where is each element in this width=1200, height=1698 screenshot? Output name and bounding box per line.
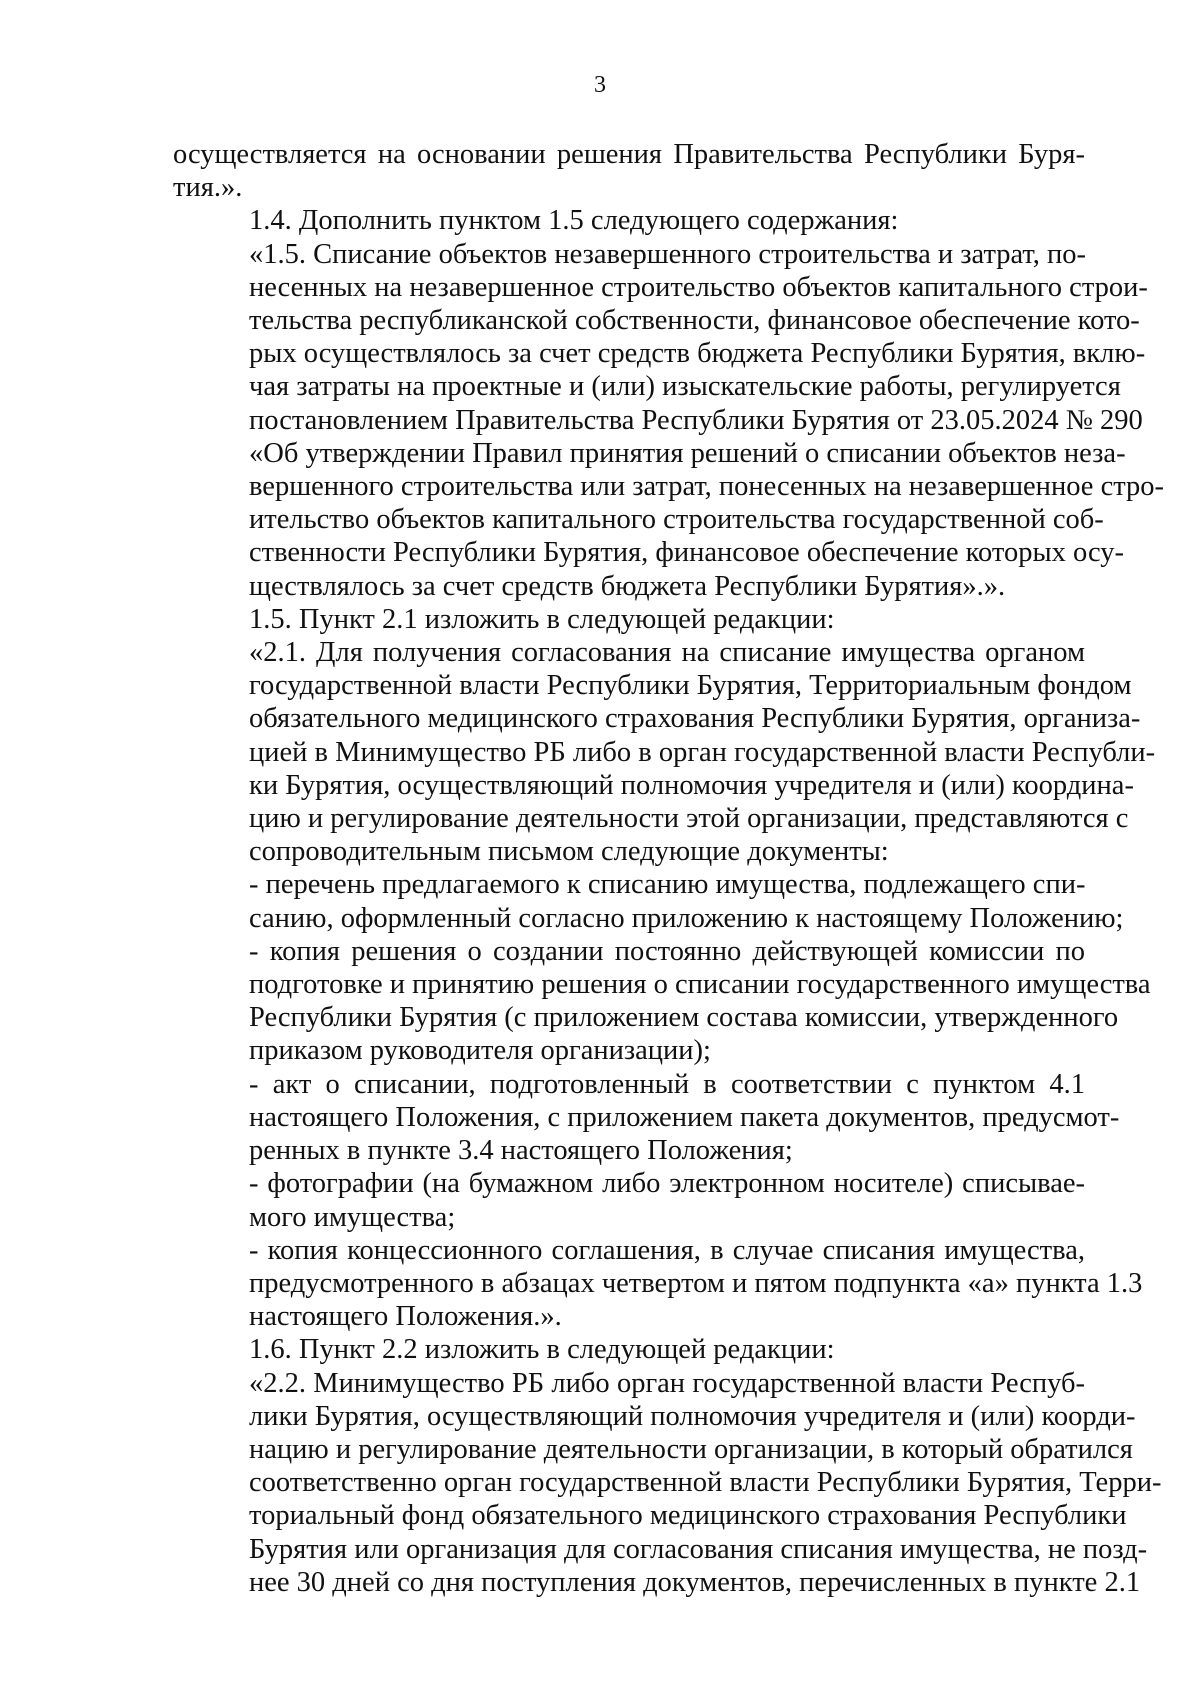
text-line: ительство объектов капитального строительства государственной соб-: [249, 504, 1104, 536]
text-line: «2.1. Для получения согласования на списание имущества органом: [249, 637, 1085, 669]
paragraph: [173, 1333, 1085, 1366]
paragraph: [173, 138, 1085, 204]
text-line: ки Бурятия, осуществляющий полномочия учредителя и (или) координа-: [249, 769, 1134, 801]
text-line: нее 30 дней со дня поступления документов, перечисленных в пункте 2.1: [249, 1566, 1141, 1598]
paragraph: [173, 868, 1124, 934]
text-line: постановлением Правительства Республики Бурятия от 23.05.2024 № 290: [249, 404, 1143, 436]
text-line: ренных в пункте 3.4 настоящего Положения;: [249, 1135, 793, 1167]
paragraph: [173, 1167, 1085, 1233]
text-line: цией в Минимущество РБ либо в орган государственной власти Республи-: [249, 736, 1156, 768]
text-line: предусмотренного в абзацах четвертом и пятом подпункта «а» пункта 1.3: [249, 1267, 1143, 1299]
text-line: подготовке и принятию решения о списании государственного имущества: [249, 969, 1151, 1001]
page-number: 3: [594, 72, 606, 98]
text-line: осуществляется на основании решения Правительства Республики Буря-: [173, 139, 1085, 170]
text-line: соответственно орган государственной власти Республики Бурятия, Терри-: [249, 1467, 1162, 1499]
text-line: - акт о списании, подготовленный в соответствии с пунктом 4.1: [249, 1068, 1085, 1100]
text-line: «2.2. Минимущество РБ либо орган государственной власти Респуб-: [249, 1367, 1085, 1399]
text-line: настоящего Положения.».: [249, 1301, 562, 1333]
text-line: нацию и регулирование деятельности организации, в который обратился: [249, 1433, 1133, 1465]
paragraph: [173, 935, 1151, 1068]
paragraph: [173, 204, 1085, 237]
text-line: мого имущества;: [249, 1201, 456, 1233]
document-body: [173, 138, 1165, 1599]
text-line: 1.5. Пункт 2.1 изложить в следующей редакции:: [249, 603, 835, 635]
paragraph: [173, 636, 1156, 868]
paragraph: [173, 238, 1165, 603]
paragraph: [173, 1068, 1120, 1168]
text-line: лики Бурятия, осуществляющий полномочия учредителя и (или) коорди-: [249, 1400, 1136, 1432]
text-line: приказом руководителя организации);: [249, 1035, 711, 1067]
paragraph: [173, 1367, 1162, 1599]
text-line: ственности Республики Бурятия, финансовое обеспечение которых осу-: [249, 537, 1125, 569]
text-line: ществлялось за счет средств бюджета Республики Бурятия».».: [249, 570, 1006, 602]
text-line: - копия решения о создании постоянно действующей комиссии по: [249, 935, 1085, 967]
text-line: ториальный фонд обязательного медицинского страхования Республики: [249, 1500, 1127, 1532]
text-line: несенных на незавершенное строительство объектов капитального строи-: [249, 271, 1148, 303]
text-line: настоящего Положения, с приложением пакета документов, предусмот-: [249, 1101, 1120, 1133]
text-line: Республики Бурятия (с приложением состава комиссии, утвержденного: [249, 1002, 1119, 1034]
paragraph: [173, 603, 1085, 636]
text-line: «1.5. Списание объектов незавершенного строительства и затрат, по-: [249, 238, 1086, 270]
text-line: «Об утверждении Правил принятия решений о списании объектов неза-: [249, 437, 1126, 469]
text-line: сопроводительным письмом следующие документы:: [249, 836, 889, 868]
text-line: 1.4. Дополнить пунктом 1.5 следующего содержания:: [249, 205, 899, 237]
text-line: чая затраты на проектные и (или) изыскательские работы, регулируется: [249, 371, 1121, 403]
text-line: государственной власти Республики Бурятия, Территориальным фондом: [249, 670, 1132, 702]
text-line: рых осуществлялось за счет средств бюджета Республики Бурятия, вклю-: [249, 338, 1146, 370]
text-line: цию и регулирование деятельности этой организации, представляются с: [249, 803, 1129, 835]
paragraph: [173, 1234, 1143, 1334]
text-line: тельства республиканской собственности, финансовое обеспечение кото-: [249, 305, 1140, 337]
text-line: Бурятия или организация для согласования списания имущества, не позд-: [249, 1533, 1148, 1565]
text-line: вершенного строительства или затрат, понесенных на незавершенное стро-: [249, 471, 1165, 503]
text-line: - копия концессионного соглашения, в случае списания имущества,: [249, 1234, 1085, 1266]
text-line: тия.».: [173, 172, 243, 204]
text-line: обязательного медицинского страхования Республики Бурятия, организа-: [249, 703, 1141, 735]
text-line: санию, оформленный согласно приложению к настоящему Положению;: [249, 902, 1124, 934]
text-line: - фотографии (на бумажном либо электронном носителе) списывае-: [249, 1168, 1085, 1200]
text-line: - перечень предлагаемого к списанию имущества, подлежащего спи-: [249, 869, 1086, 901]
text-line: 1.6. Пункт 2.2 изложить в следующей редакции:: [249, 1334, 835, 1366]
